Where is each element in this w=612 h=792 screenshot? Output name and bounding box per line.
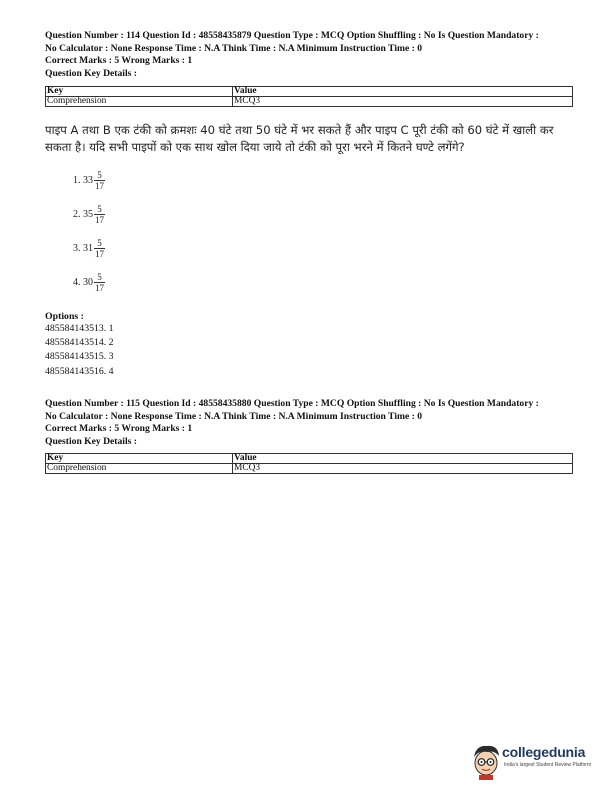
table-cell-value: MCQ3 (233, 97, 573, 107)
fraction-numerator: 5 (94, 238, 105, 249)
marks-line: Correct Marks : 5 Wrong Marks : 1 (45, 423, 193, 434)
table-cell-key: Comprehension (46, 97, 233, 107)
options-title: Options : (45, 311, 84, 322)
option-whole: 3. 31 (73, 243, 93, 254)
fraction-numerator: 5 (94, 272, 105, 283)
option-fraction (94, 238, 105, 259)
table-header-key: Key (46, 87, 233, 97)
list-item: 485584143515. 3 (45, 351, 114, 363)
option-fraction (94, 272, 105, 293)
table-row (46, 464, 573, 474)
list-item: 485584143513. 1 (45, 323, 114, 334)
question-text: पाइप A तथा B एक टंकी को क्रमशः 40 घंटे तथा 50 घंटे में भर सकते हैं और पाइप C पूरी टंकी को 60 घंटे में खाली कर सकता है। यदि सभी पाइपों को एक साथ खोल दिया जाये तो टंकी को पूरा भरने में कितने घण्टे लगेंगे? (45, 123, 554, 154)
question-115-key-table (45, 452, 573, 474)
option-fraction (94, 170, 105, 191)
question-115-header (45, 398, 573, 448)
marks-line: Correct Marks : 5 Wrong Marks : 1 (45, 55, 193, 66)
logo-tagline: India's largest Student Review Platform (504, 762, 592, 768)
fraction-denominator: 17 (95, 249, 104, 259)
answer-option-2 (73, 204, 105, 225)
fraction-denominator: 17 (95, 283, 104, 293)
key-details-label: Question Key Details : (45, 435, 137, 447)
answer-option-3 (73, 238, 105, 259)
question-header-line2: No Calculator : None Response Time : N.A Think Time : N.A Minimum Instruction Time : 0 (45, 42, 423, 54)
table-row (46, 454, 573, 464)
option-fraction (94, 204, 105, 225)
table-row (46, 97, 573, 107)
question-header-line2: No Calculator : None Response Time : N.A Think Time : N.A Minimum Instruction Time : 0 (45, 410, 423, 422)
option-whole: 1. 33 (73, 175, 93, 186)
option-whole: 4. 30 (73, 277, 93, 288)
table-header-key: Key (46, 454, 233, 464)
question-header-line1: Question Number : 115 Question Id : 48558435880 Question Type : MCQ Option Shuffling : No Is Question Mandatory : (45, 398, 539, 409)
mascot-icon (470, 741, 504, 781)
question-header-line1: Question Number : 114 Question Id : 48558435879 Question Type : MCQ Option Shuffling : No Is Question Mandatory : (45, 30, 539, 41)
options-section (45, 311, 573, 379)
list-item: 485584143514. 2 (45, 337, 114, 349)
answer-option-1 (73, 170, 105, 191)
list-item: 485584143516. 4 (45, 365, 114, 377)
table-cell-key: Comprehension (46, 464, 233, 474)
fraction-numerator: 5 (94, 170, 105, 181)
question-114-header (45, 30, 573, 80)
logo-name: collegedunia (502, 744, 586, 760)
options-list (45, 322, 573, 379)
table-header-value: Value (233, 87, 573, 97)
collegedunia-logo (470, 741, 600, 781)
fraction-denominator: 17 (95, 181, 104, 191)
option-whole: 2. 35 (73, 209, 93, 220)
table-cell-value: MCQ3 (233, 464, 573, 474)
table-header-value: Value (233, 454, 573, 464)
fraction-numerator: 5 (94, 204, 105, 215)
table-row (46, 87, 573, 97)
key-details-label: Question Key Details : (45, 67, 137, 79)
fraction-denominator: 17 (95, 215, 104, 225)
answer-option-4 (73, 272, 105, 293)
question-114-key-table (45, 85, 573, 107)
